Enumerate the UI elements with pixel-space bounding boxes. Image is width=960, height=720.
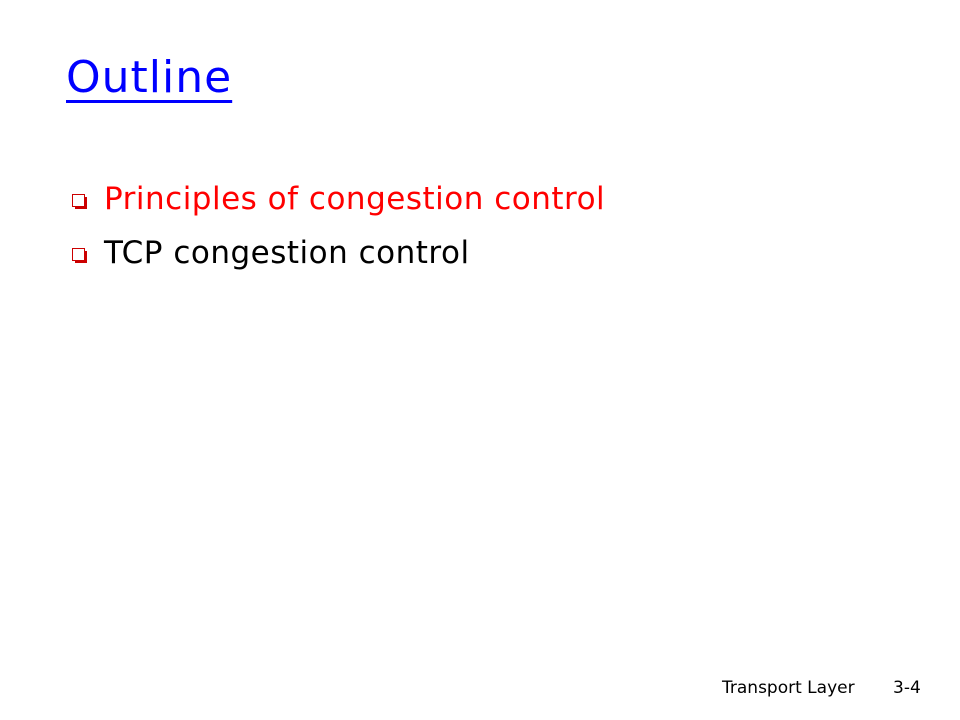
square-box-icon [72, 248, 86, 262]
bullet-item-tcp [72, 226, 605, 280]
footer-page-number: 3-4 [893, 678, 921, 698]
bullet-text: Principles of congestion control [104, 181, 606, 217]
bullet-item-principles [72, 172, 605, 226]
footer-section-title: Transport Layer [722, 678, 855, 698]
slide-title: Outline [66, 52, 233, 103]
square-box-icon [72, 194, 86, 208]
bullet-text: TCP congestion control [104, 235, 470, 271]
bullet-list [72, 172, 605, 280]
